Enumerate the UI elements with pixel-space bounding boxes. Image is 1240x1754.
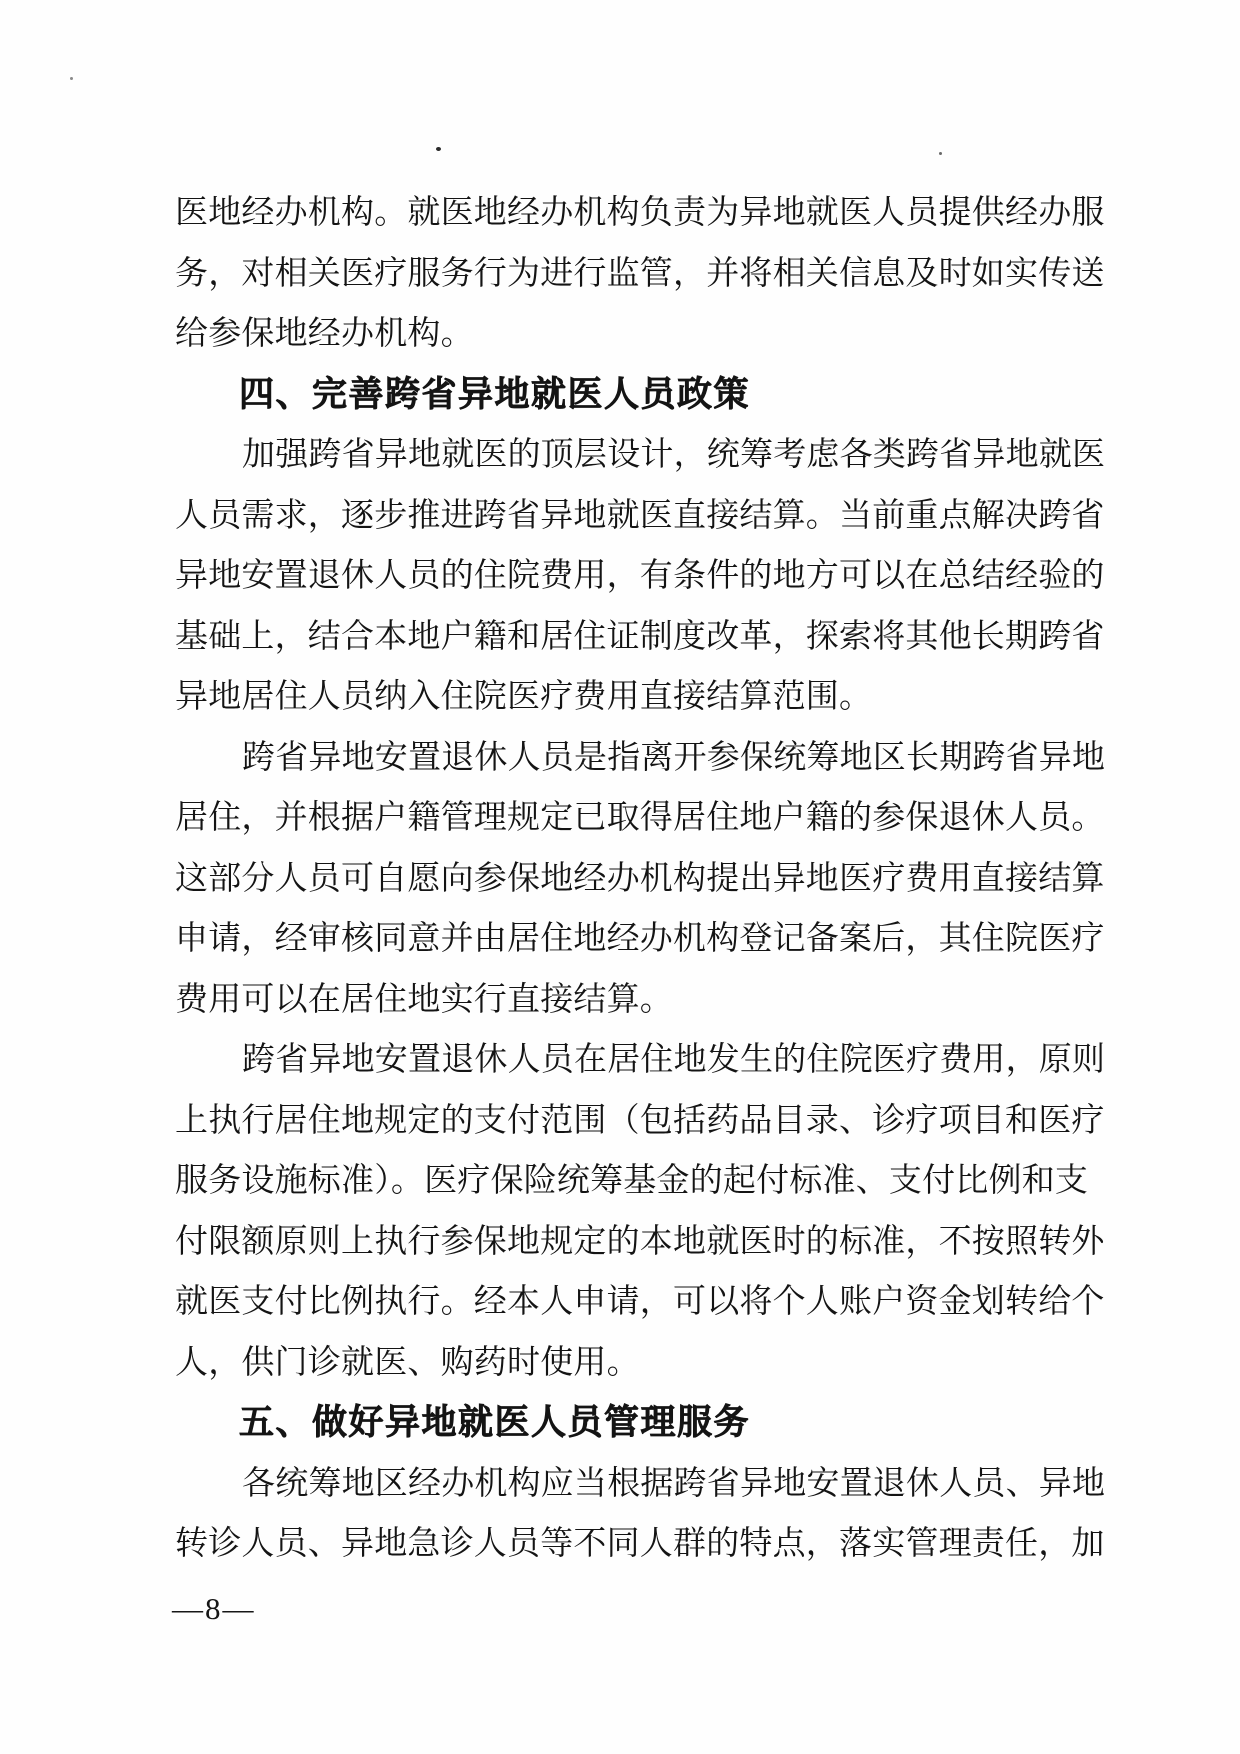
text-line: 人员需求，逐步推进跨省异地就医直接结算。当前重点解决跨省 — [175, 497, 1105, 534]
text-line: 异地居住人员纳入住院医疗费用直接结算范围。 — [175, 679, 873, 715]
text-line: 费用可以在居住地实行直接结算。 — [175, 981, 673, 1018]
text-line: 付限额原则上执行参保地规定的本地就医时的标准，不按照转外 — [175, 1223, 1105, 1260]
text-line: 跨省异地安置退休人员在居住地发生的住院医疗费用，原则 — [242, 1042, 1106, 1078]
text-line: 给参保地经办机构。 — [175, 316, 474, 352]
scan-speck — [939, 152, 942, 155]
text-line: 服务设施标准）。医疗保险统筹基金的起付标准、支付比例和支 — [175, 1163, 1089, 1199]
text-line: 人，供门诊就医、购药时使用。 — [175, 1344, 640, 1381]
text-line: 上执行居住地规定的支付范围（包括药品目录、诊疗项目和医疗 — [175, 1102, 1105, 1139]
text-line: 居住，并根据户籍管理规定已取得居住地户籍的参保退休人员。 — [175, 800, 1105, 836]
text-line: 异地安置退休人员的住院费用，有条件的地方可以在总结经验的 — [175, 558, 1105, 594]
text-line: 加强跨省异地就医的顶层设计，统筹考虑各类跨省异地就医 — [242, 437, 1106, 473]
page-number: —8— — [172, 1591, 256, 1626]
document-lines — [175, 183, 1115, 1575]
text-line: 申请，经审核同意并由居住地经办机构登记备案后，其住院医疗 — [175, 921, 1105, 957]
text-line: 基础上，结合本地户籍和居住证制度改革，探索将其他长期跨省 — [175, 618, 1105, 655]
text-line: 务，对相关医疗服务行为进行监管，并将相关信息及时如实传送 — [175, 255, 1105, 292]
text-line: 跨省异地安置退休人员是指离开参保统筹地区长期跨省异地 — [242, 739, 1106, 776]
scan-speck — [70, 77, 73, 80]
text-line: 转诊人员、异地急诊人员等不同人群的特点，落实管理责任，加 — [175, 1526, 1105, 1562]
section-heading: 五、做好异地就医人员管理服务 — [239, 1403, 751, 1442]
section-heading: 四、完善跨省异地就医人员政策 — [239, 374, 751, 414]
text-line: 医地经办机构。就医地经办机构负责为异地就医人员提供经办服 — [175, 195, 1105, 231]
scan-speck — [436, 147, 441, 151]
text-line: 就医支付比例执行。经本人申请，可以将个人账户资金划转给个 — [175, 1284, 1105, 1320]
text-line: 这部分人员可自愿向参保地经办机构提出异地医疗费用直接结算 — [175, 860, 1105, 897]
text-line: 各统筹地区经办机构应当根据跨省异地安置退休人员、异地 — [242, 1465, 1106, 1502]
